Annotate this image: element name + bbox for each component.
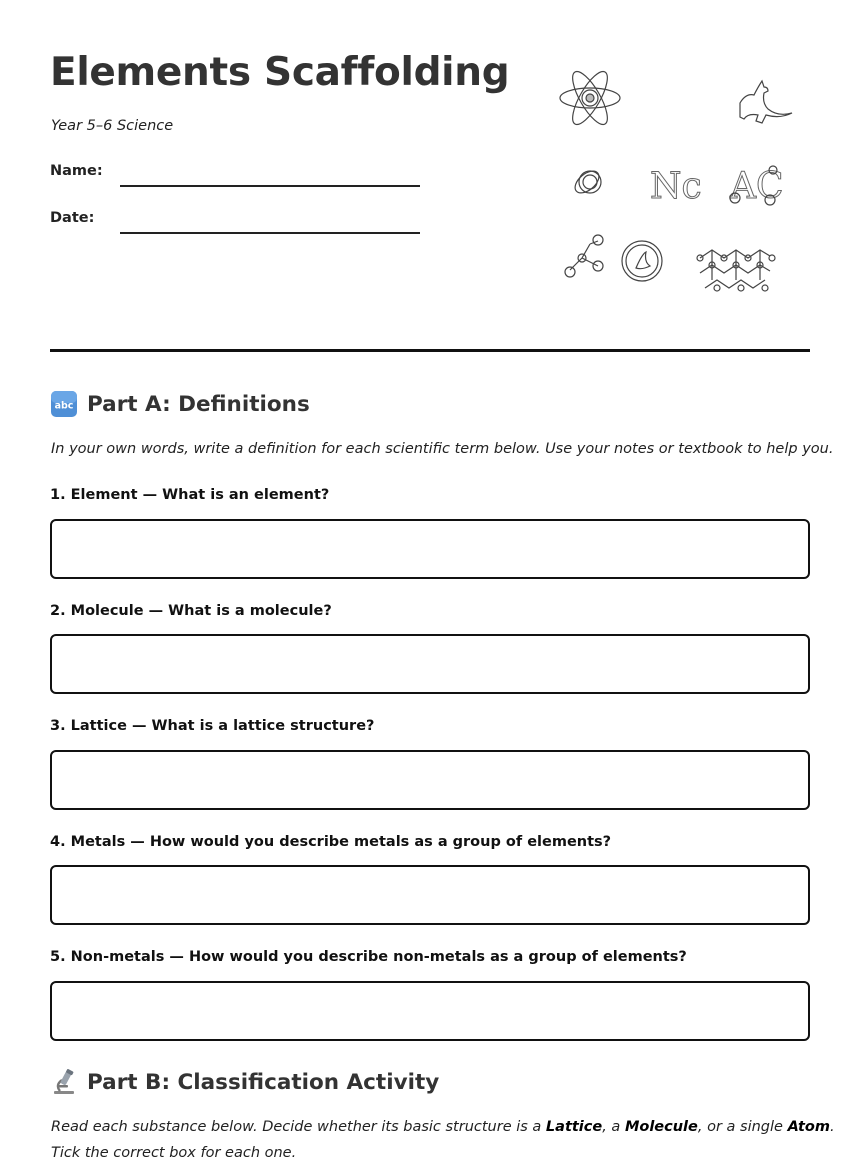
term-lattice: Lattice [545, 1119, 603, 1135]
kangaroo-icon [740, 81, 792, 123]
abc-input-icon [50, 390, 78, 418]
part-a-instructions: In your own words, write a definition for each scientific term below. Use your notes or textbook to help you. [51, 441, 834, 457]
nc-letters-icon: Nc [650, 166, 702, 207]
part-a-heading [50, 390, 310, 418]
term-molecule: Molecule [624, 1119, 698, 1135]
part-a-title: Part A: Definitions [87, 391, 310, 417]
question-metals: 4. Metals — How would you describe metals as a group of elements? [50, 834, 612, 850]
atom-icon [560, 67, 620, 129]
question-non-metals: 5. Non-metals — How would you describe non-metals as a group of elements? [50, 949, 687, 965]
question-molecule: 2. Molecule — What is a molecule? [50, 603, 332, 619]
answer-box-lattice[interactable] [50, 750, 810, 810]
molecule-icon [565, 235, 603, 277]
answer-box-element[interactable] [50, 519, 810, 579]
microscope-icon [50, 1068, 78, 1096]
date-field[interactable] [120, 232, 420, 234]
date-label: Date: [50, 210, 95, 226]
name-field[interactable] [120, 185, 420, 187]
atom-outline-icon [571, 167, 603, 197]
term-atom: Atom [787, 1119, 830, 1135]
part-b-title: Part B: Classification Activity [87, 1069, 440, 1095]
part-b-instructions-2: Tick the correct box for each one. [51, 1145, 297, 1161]
answer-box-metals[interactable] [50, 865, 810, 925]
clipart-panel [540, 58, 820, 323]
question-lattice: 3. Lattice — What is a lattice structure? [50, 718, 375, 734]
name-label: Name: [50, 163, 103, 179]
question-element: 1. Element — What is an element? [50, 487, 330, 503]
answer-box-molecule[interactable] [50, 634, 810, 694]
svg-text:AC: AC [730, 166, 784, 207]
part-b-instructions: Read each substance below. Decide whether its basic structure is a Lattice, a Molecule, or a single Atom. [51, 1119, 835, 1135]
lattice-icon [697, 250, 775, 291]
worksheet-title: Elements Scaffolding [50, 50, 510, 95]
cell-icon [622, 241, 662, 281]
ac-letters-icon [729, 166, 784, 207]
part-b-heading [50, 1068, 439, 1096]
worksheet-subtitle: Year 5–6 Science [51, 118, 174, 134]
header-divider [50, 349, 810, 352]
svg-text:abc: abc [54, 400, 74, 412]
answer-box-non-metals[interactable] [50, 981, 810, 1041]
